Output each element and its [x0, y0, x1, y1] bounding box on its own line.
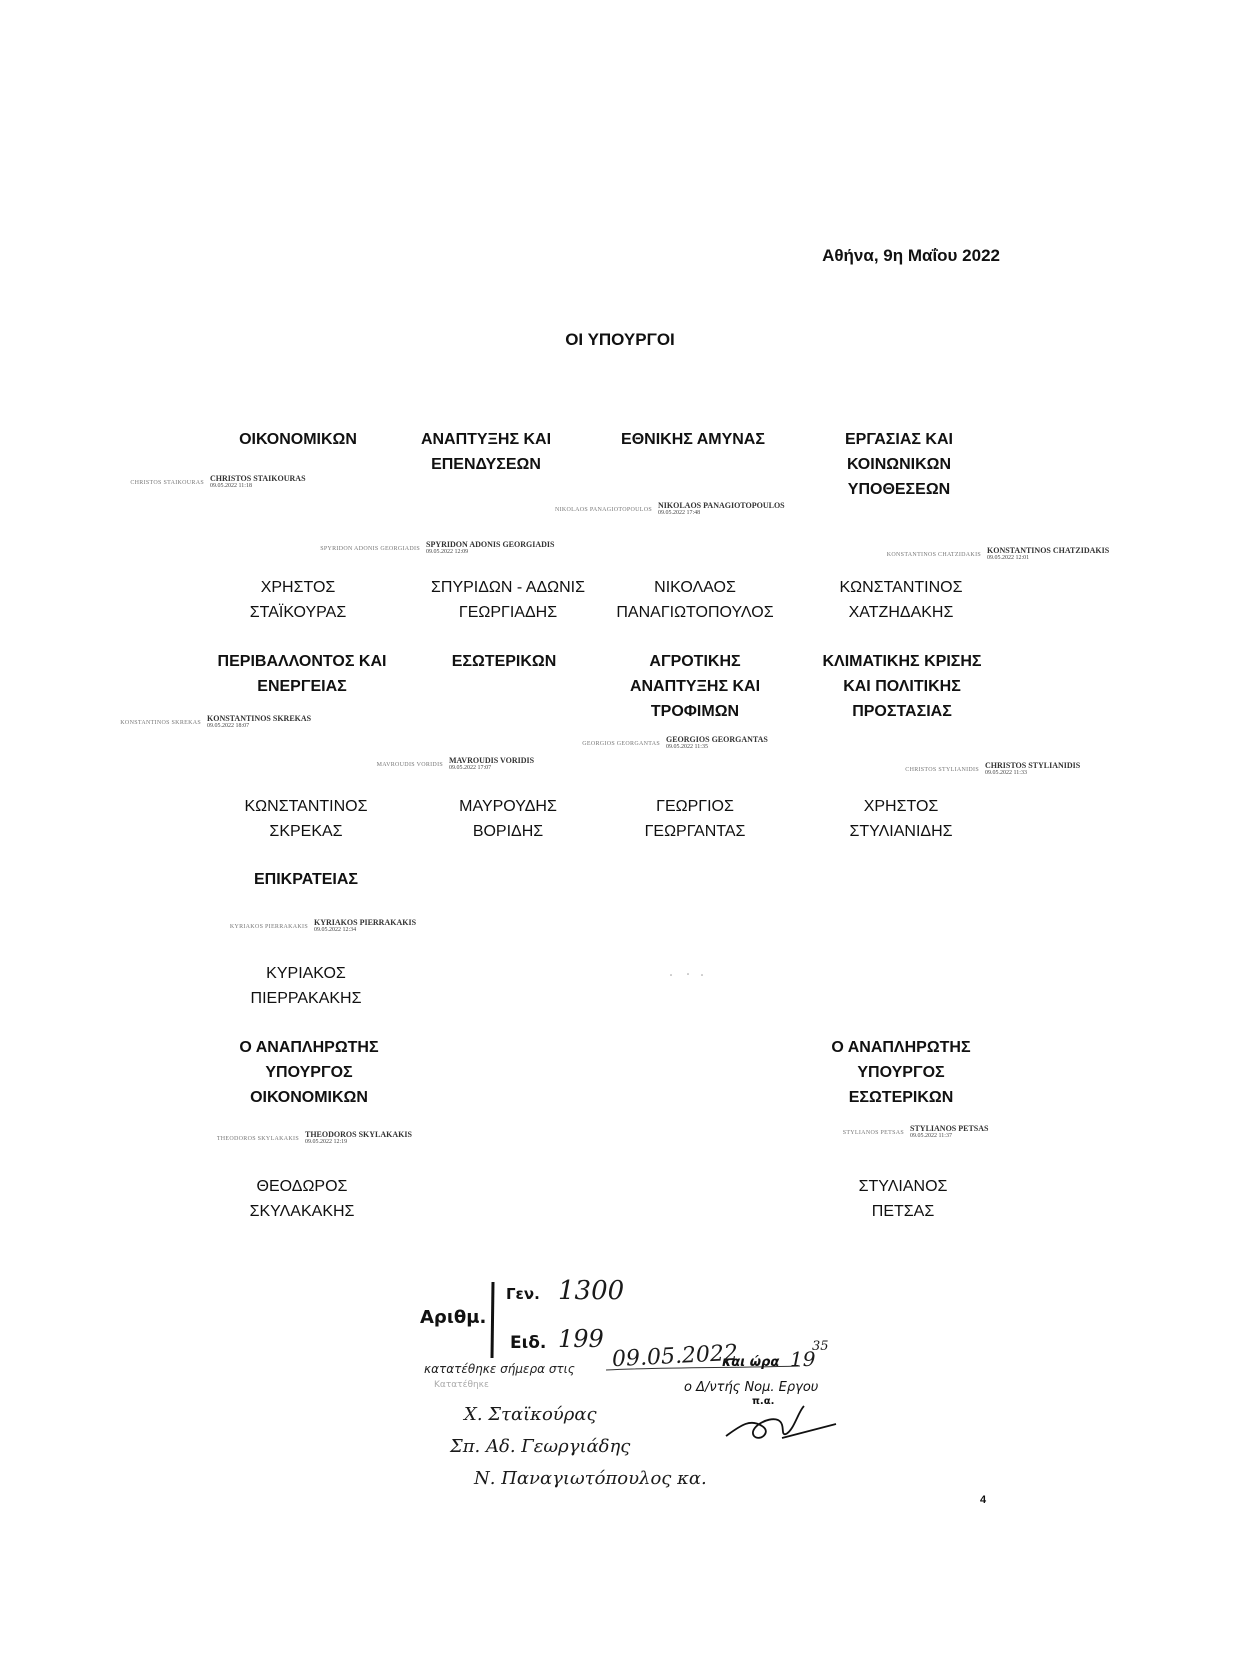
minister-name: ΚΩΝΣΤΑΝΤΙΝΟΣ ΣΚΡΕΚΑΣ: [244, 798, 368, 840]
official-signature-scribble: [720, 1396, 840, 1446]
signature-name: MAVROUDIS VORIDIS: [449, 756, 535, 765]
signature-timestamp: 09.05.2022 17:48: [658, 510, 701, 516]
stamp-department: ο Δ/ντής Νομ. Εργου: [684, 1380, 819, 1395]
stamp-hour: 19: [790, 1347, 816, 1371]
page-number: 4: [980, 1494, 987, 1506]
signature-name: KONSTANTINOS SKREKAS: [207, 714, 312, 723]
stamp-pp: π.α.: [752, 1396, 775, 1407]
ministry-title: Ο ΑΝΑΠΛΗΡΩΤΗΣ ΥΠΟΥΡΓΟΣ ΕΣΩΤΕΡΙΚΩΝ: [831, 1039, 971, 1106]
stamp-faint-text: Κατατέθηκε: [434, 1380, 489, 1390]
ministers-heading: ΟΙ ΥΠΟΥΡΓΟΙ: [565, 330, 675, 349]
signature-faint-name: KONSTANTINOS CHATZIDAKIS: [886, 552, 981, 558]
signature-timestamp: 09.05.2022 11:18: [210, 483, 252, 489]
signature-faint-name: MAVROUDIS VORIDIS: [376, 762, 443, 768]
minister-name: ΧΡΗΣΤΟΣ ΣΤΑΪΚΟΥΡΑΣ: [249, 579, 347, 621]
minister-name: ΜΑΥΡΟΥΔΗΣ ΒΟΡΙΔΗΣ: [459, 798, 557, 840]
stamp-deposit-date: 09.05.2022: [611, 1340, 739, 1373]
stamp-deposited-label: κατατέθηκε σήμερα στις: [424, 1362, 575, 1376]
ministry-title: ΕΘΝΙΚΗΣ ΑΜΥΝΑΣ: [621, 431, 765, 448]
signature-timestamp: 09.05.2022 11:37: [910, 1133, 952, 1139]
signature-timestamp: 09.05.2022 11:33: [985, 770, 1027, 776]
signature-faint-name: KONSTANTINOS SKREKAS: [120, 720, 201, 726]
ministry-title: ΑΓΡΟΤΙΚΗΣ ΑΝΑΠΤΥΞΗΣ ΚΑΙ ΤΡΟΦΙΜΩΝ: [629, 653, 761, 720]
minister-name: ΝΙΚΟΛΑΟΣ ΠΑΝΑΓΙΩΤΟΠΟΥΛΟΣ: [616, 579, 774, 621]
handwritten-name: Χ. Σταϊκούρας: [464, 1404, 597, 1425]
signature-faint-name: THEODOROS SKYLAKAKIS: [216, 1136, 299, 1142]
stamp-arithm-label: Αριθμ.: [420, 1307, 487, 1328]
signature-name: CHRISTOS STYLIANIDIS: [985, 761, 1081, 770]
stamp-eid-number: 199: [558, 1325, 604, 1353]
minister-name: ΘΕΟΔΩΡΟΣ ΣΚΥΛΑΚΑΚΗΣ: [249, 1178, 355, 1220]
signature-name: KYRIAKOS PIERRAKAKIS: [314, 918, 417, 927]
signature-timestamp: 09.05.2022 12:19: [305, 1139, 348, 1145]
handwritten-name: Ν. Παναγιωτόπουλος κα.: [474, 1468, 707, 1489]
digital-signature: [216, 1130, 412, 1150]
stamp-minute: 35: [812, 1339, 829, 1354]
minister-name: ΣΠΥΡΙΔΩΝ - ΑΔΩΝΙΣ ΓΕΩΡΓΙΑΔΗΣ: [431, 579, 585, 621]
digital-signature: [320, 540, 555, 560]
ministry-title: ΠΕΡΙΒΑΛΛΟΝΤΟΣ ΚΑΙ ΕΝΕΡΓΕΙΑΣ: [217, 653, 387, 695]
minister-name: ΧΡΗΣΤΟΣ ΣΤΥΛΙΑΝΙΔΗΣ: [849, 798, 953, 840]
signature-timestamp: 09.05.2022 12:34: [314, 927, 357, 933]
signature-faint-name: GEORGIOS GEORGANTAS: [582, 741, 660, 747]
document-date: Αθήνα, 9η Μαΐου 2022: [822, 246, 1000, 265]
signature-name: NIKOLAOS PANAGIOTOPOULOS: [658, 501, 785, 510]
signature-name: GEORGIOS GEORGANTAS: [666, 735, 768, 744]
ministry-title: ΕΠΙΚΡΑΤΕΙΑΣ: [254, 871, 358, 888]
signature-timestamp: 09.05.2022 17:07: [449, 765, 492, 771]
signature-faint-name: STYLIANOS PETSAS: [842, 1130, 904, 1136]
signature-timestamp: 09.05.2022 18:07: [207, 723, 250, 729]
signature-faint-name: SPYRIDON ADONIS GEORGIADIS: [320, 546, 420, 552]
signature-faint-name: CHRISTOS STYLIANIDIS: [905, 767, 979, 773]
signature-timestamp: 09.05.2022 12:01: [987, 555, 1030, 561]
ministry-title: ΑΝΑΠΤΥΞΗΣ ΚΑΙ ΕΠΕΝΔΥΣΕΩΝ: [420, 431, 552, 473]
stamp-gen-number: 1300: [558, 1276, 625, 1306]
digital-signature: [842, 1124, 989, 1144]
ministry-title: ΕΣΩΤΕΡΙΚΩΝ: [451, 653, 557, 670]
signature-timestamp: 09.05.2022 12:09: [426, 549, 469, 555]
signature-faint-name: CHRISTOS STAIKOURAS: [130, 480, 204, 486]
digital-signature: [905, 761, 1081, 781]
ministry-title: ΚΛΙΜΑΤΙΚΗΣ ΚΡΙΣΗΣ ΚΑΙ ΠΟΛΙΤΙΚΗΣ ΠΡΟΣΤΑΣΙΑΣ: [822, 653, 982, 720]
signature-name: KONSTANTINOS CHATZIDAKIS: [987, 546, 1110, 555]
handwritten-name: Σπ. Αδ. Γεωργιάδης: [450, 1436, 631, 1457]
stamp-bracket: [487, 1280, 499, 1360]
signature-faint-name: NIKOLAOS PANAGIOTOPOULOS: [554, 507, 652, 513]
minister-name: ΓΕΩΡΓΙΟΣ ΓΕΩΡΓΑΝΤΑΣ: [644, 798, 746, 840]
digital-signature: [376, 756, 535, 776]
digital-signature: [886, 546, 1110, 566]
digital-signature: [130, 474, 306, 494]
signature-faint-name: KYRIAKOS PIERRAKAKIS: [229, 924, 308, 930]
signature-name: STYLIANOS PETSAS: [910, 1124, 989, 1133]
stamp-eid-label: Ειδ.: [510, 1333, 547, 1353]
digital-signature: [582, 735, 768, 755]
signature-name: THEODOROS SKYLAKAKIS: [305, 1130, 412, 1139]
signature-name: SPYRIDON ADONIS GEORGIADIS: [426, 540, 555, 549]
minister-name: ΣΤΥΛΙΑΝΟΣ ΠΕΤΣΑΣ: [858, 1178, 948, 1220]
digital-signature: [229, 918, 417, 938]
stamp-gen-label: Γεν.: [506, 1285, 540, 1303]
minister-name: ΚΥΡΙΑΚΟΣ ΠΙΕΡΡΑΚΑΚΗΣ: [250, 965, 362, 1007]
scan-speckles: [668, 972, 708, 978]
digital-signature: [554, 501, 785, 521]
ministry-title: ΕΡΓΑΣΙΑΣ ΚΑΙ ΚΟΙΝΩΝΙΚΩΝ ΥΠΟΘΕΣΕΩΝ: [845, 431, 953, 498]
ministry-title: Ο ΑΝΑΠΛΗΡΩΤΗΣ ΥΠΟΥΡΓΟΣ ΟΙΚΟΝΟΜΙΚΩΝ: [239, 1039, 379, 1106]
signature-timestamp: 09.05.2022 11:35: [666, 744, 708, 750]
minister-name: ΚΩΝΣΤΑΝΤΙΝΟΣ ΧΑΤΖΗΔΑΚΗΣ: [839, 579, 963, 621]
ministry-title: ΟΙΚΟΝΟΜΙΚΩΝ: [239, 431, 357, 448]
stamp-hour-label: και ώρα: [722, 1355, 780, 1370]
digital-signature: [120, 714, 312, 734]
signature-name: CHRISTOS STAIKOURAS: [210, 474, 306, 483]
